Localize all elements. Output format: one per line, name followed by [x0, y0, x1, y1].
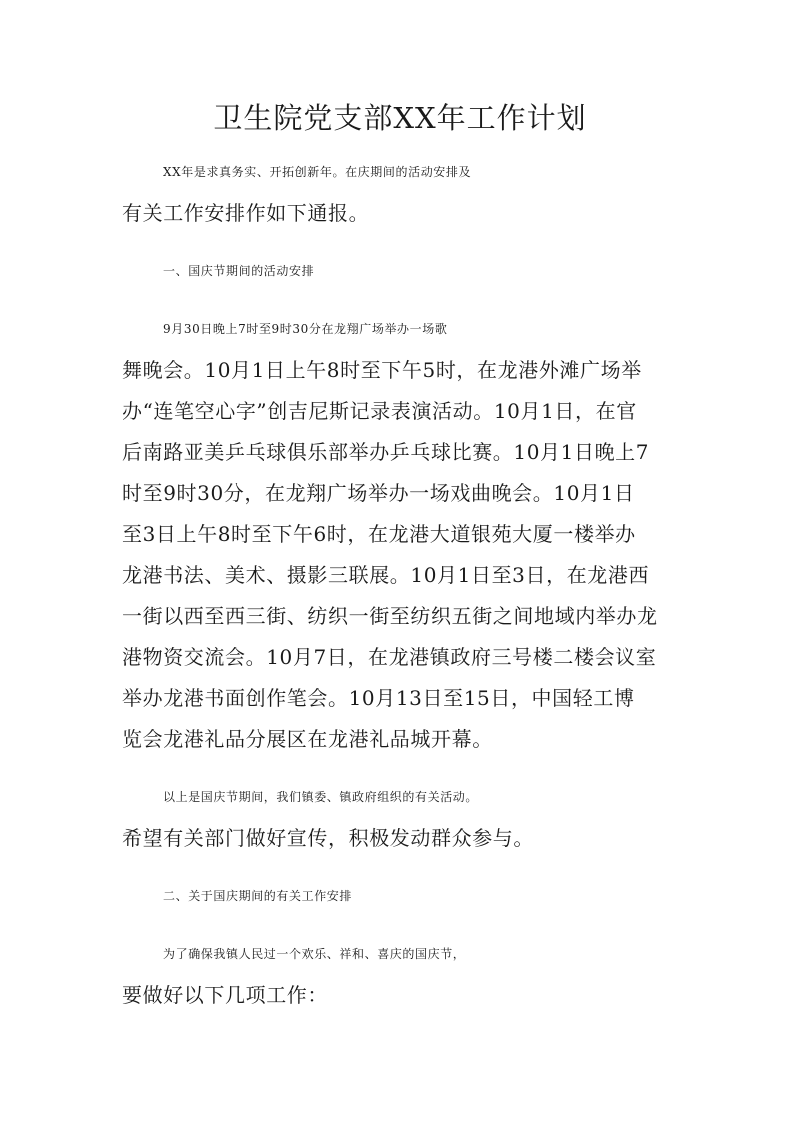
document-title: 卫生院党支部XX年工作计划: [213, 101, 587, 135]
paragraph-line: 舞晚会。10月1日上午8时至下午5时，在龙港外滩广场举: [122, 358, 642, 382]
paragraph-line: 办“连笔空心字”创吉尼斯记录表演活动。10月1日，在官: [122, 399, 637, 423]
paragraph-line: 举办龙港书面创作笔会。10月13日至15日，中国轻工博: [122, 686, 635, 710]
paragraph-line: 港物资交流会。10月7日，在龙港镇政府三号楼二楼会议室: [122, 645, 657, 669]
paragraph-line: 时至9时30分，在龙翔广场举办一场戏曲晚会。10月1日: [122, 481, 635, 505]
paragraph-line: 要做好以下几项工作：: [122, 983, 328, 1007]
paragraph-line: 为了确保我镇人民过一个欢乐、祥和、喜庆的国庆节，: [163, 947, 466, 961]
paragraph-line: 至3日上午8时至下午6时，在龙港大道银苑大厦一楼举办: [122, 522, 636, 546]
paragraph-line: 览会龙港礼品分展区在龙港礼品城开幕。: [122, 727, 493, 751]
section-heading: 一、国庆节期间的活动安排: [163, 264, 315, 278]
paragraph-line: 有关工作安排作如下通报。: [122, 201, 370, 225]
section-heading: 二、关于国庆期间的有关工作安排: [163, 889, 353, 903]
paragraph-line: XX年是求真务实、开拓创新年。在庆期间的活动安排及: [163, 165, 472, 179]
paragraph-line: 9月30日晚上7时至9时30分在龙翔广场举办一场歌: [163, 322, 448, 336]
paragraph-line: 后南路亚美乒乓球俱乐部举办乒乓球比赛。10月1日晚上7: [122, 440, 650, 464]
paragraph-line: 龙港书法、美术、摄影三联展。10月1日至3日，在龙港西: [122, 563, 650, 587]
paragraph-line: 以上是国庆节期间，我们镇委、镇政府组织的有关活动。: [163, 790, 479, 804]
paragraph-line: 希望有关部门做好宣传，积极发动群众参与。: [122, 826, 534, 850]
paragraph-line: 一街以西至西三街、纺织一街至纺织五街之间地域内举办龙: [122, 604, 658, 628]
